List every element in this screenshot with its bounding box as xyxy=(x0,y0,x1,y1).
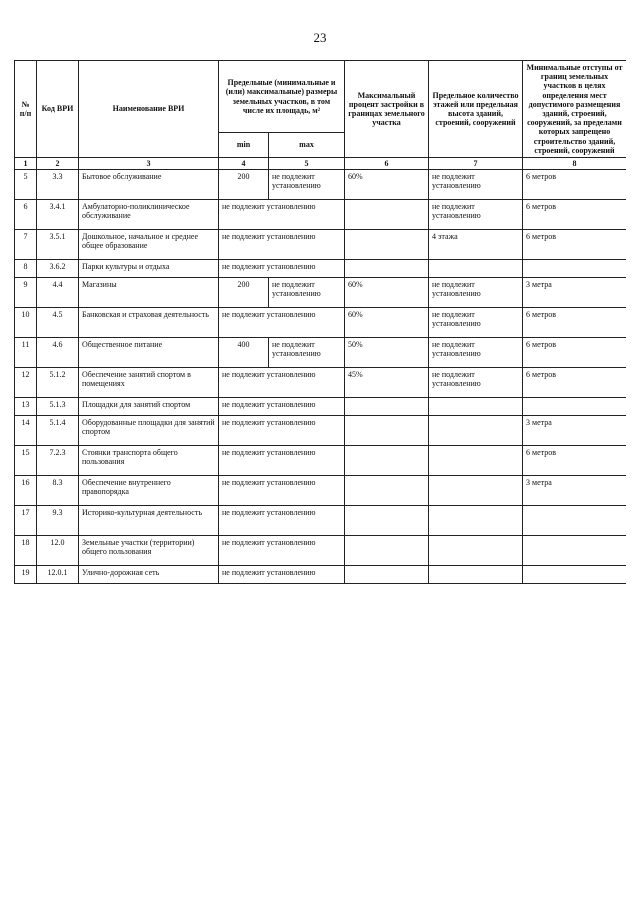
row-percent xyxy=(345,200,429,230)
row-floors: не подлежит установлению xyxy=(429,338,523,368)
row-setback: 6 метров xyxy=(523,338,627,368)
row-floors: не подлежит установлению xyxy=(429,308,523,338)
row-floors xyxy=(429,446,523,476)
row-num: 16 xyxy=(15,476,37,506)
row-setback xyxy=(523,506,627,536)
row-code: 3.4.1 xyxy=(37,200,79,230)
row-floors xyxy=(429,566,523,584)
table-row xyxy=(15,446,627,476)
header-setback: Минимальные отступы от границ земельных участков в целях определения мест допустимого размещения зданий, строений, сооружений, за пределами которых запрещено строительство зданий, строений, сооружений xyxy=(523,61,627,158)
row-floors xyxy=(429,506,523,536)
row-percent xyxy=(345,476,429,506)
row-name: Обеспечение занятий спортом в помещениях xyxy=(79,368,219,398)
row-num: 18 xyxy=(15,536,37,566)
header-percent: Максимальный процент застройки в границах земельного участка xyxy=(345,61,429,158)
row-num: 11 xyxy=(15,338,37,368)
row-name: Амбулаторно-поликлиническое обслуживание xyxy=(79,200,219,230)
col-number: 2 xyxy=(37,157,79,169)
column-number-row xyxy=(15,157,627,169)
row-num: 7 xyxy=(15,230,37,260)
row-name: Общественное питание xyxy=(79,338,219,368)
row-code: 4.5 xyxy=(37,308,79,338)
row-name: Площадки для занятий спортом xyxy=(79,398,219,416)
row-percent xyxy=(345,506,429,536)
row-floors xyxy=(429,260,523,278)
row-name: Земельные участки (территории) общего пользования xyxy=(79,536,219,566)
col-number: 6 xyxy=(345,157,429,169)
row-min: 200 xyxy=(219,170,269,200)
row-size-span: не подлежит установлению xyxy=(219,506,345,536)
table-row xyxy=(15,476,627,506)
row-percent: 60% xyxy=(345,308,429,338)
row-percent xyxy=(345,566,429,584)
row-percent: 50% xyxy=(345,338,429,368)
row-name: Дошкольное, начальное и среднее общее образование xyxy=(79,230,219,260)
row-floors xyxy=(429,536,523,566)
col-number: 1 xyxy=(15,157,37,169)
row-size-span: не подлежит установлению xyxy=(219,368,345,398)
row-setback xyxy=(523,566,627,584)
table-row xyxy=(15,230,627,260)
row-num: 5 xyxy=(15,170,37,200)
header-min: min xyxy=(219,133,269,158)
row-setback: 6 метров xyxy=(523,446,627,476)
row-setback: 3 метра xyxy=(523,476,627,506)
row-num: 17 xyxy=(15,506,37,536)
table-row xyxy=(15,200,627,230)
row-setback: 3 метра xyxy=(523,278,627,308)
col-number: 3 xyxy=(79,157,219,169)
table-row xyxy=(15,506,627,536)
row-percent xyxy=(345,398,429,416)
row-name: Магазины xyxy=(79,278,219,308)
row-size-span: не подлежит установлению xyxy=(219,398,345,416)
row-floors xyxy=(429,476,523,506)
table-row xyxy=(15,536,627,566)
header-name: Наименование ВРИ xyxy=(79,61,219,158)
row-size-span: не подлежит установлению xyxy=(219,308,345,338)
row-floors: 4 этажа xyxy=(429,230,523,260)
row-num: 19 xyxy=(15,566,37,584)
table-row xyxy=(15,566,627,584)
row-num: 13 xyxy=(15,398,37,416)
row-size-span: не подлежит установлению xyxy=(219,200,345,230)
header-floors: Предельное количество этажей или предельная высота зданий, строений, сооружений xyxy=(429,61,523,158)
row-floors xyxy=(429,416,523,446)
header-max: max xyxy=(269,133,345,158)
row-min: 400 xyxy=(219,338,269,368)
row-code: 3.5.1 xyxy=(37,230,79,260)
row-name: Историко-культурная деятельность xyxy=(79,506,219,536)
row-setback: 6 метров xyxy=(523,368,627,398)
regulations-table xyxy=(14,60,626,584)
row-num: 15 xyxy=(15,446,37,476)
row-code: 9.3 xyxy=(37,506,79,536)
header-size-group: Предельные (минимальные и (или) максимальные) размеры земельных участков, в том числе их площадь, м² xyxy=(219,61,345,133)
row-setback xyxy=(523,536,627,566)
row-floors: не подлежит установлению xyxy=(429,278,523,308)
header-num: № п/п xyxy=(15,61,37,158)
row-name: Парки культуры и отдыха xyxy=(79,260,219,278)
row-setback: 6 метров xyxy=(523,170,627,200)
row-code: 5.1.2 xyxy=(37,368,79,398)
row-min: 200 xyxy=(219,278,269,308)
page-number: 23 xyxy=(313,30,327,45)
row-num: 9 xyxy=(15,278,37,308)
header-code: Код ВРИ xyxy=(37,61,79,158)
row-max: не подлежит установлению xyxy=(269,278,345,308)
row-num: 6 xyxy=(15,200,37,230)
row-name: Стоянки транспорта общего пользования xyxy=(79,446,219,476)
row-percent xyxy=(345,536,429,566)
row-code: 4.4 xyxy=(37,278,79,308)
row-floors xyxy=(429,398,523,416)
row-percent xyxy=(345,260,429,278)
row-floors: не подлежит установлению xyxy=(429,368,523,398)
row-code: 4.6 xyxy=(37,338,79,368)
row-percent: 60% xyxy=(345,170,429,200)
row-size-span: не подлежит установлению xyxy=(219,536,345,566)
row-code: 12.0.1 xyxy=(37,566,79,584)
row-size-span: не подлежит установлению xyxy=(219,476,345,506)
row-setback xyxy=(523,260,627,278)
col-number: 8 xyxy=(523,157,627,169)
table-row xyxy=(15,278,627,308)
row-num: 12 xyxy=(15,368,37,398)
row-max: не подлежит установлению xyxy=(269,170,345,200)
row-code: 3.3 xyxy=(37,170,79,200)
row-code: 8.3 xyxy=(37,476,79,506)
row-floors: не подлежит установлению xyxy=(429,170,523,200)
row-size-span: не подлежит установлению xyxy=(219,566,345,584)
row-name: Бытовое обслуживание xyxy=(79,170,219,200)
table-row xyxy=(15,416,627,446)
row-setback: 3 метра xyxy=(523,416,627,446)
row-name: Банковская и страховая деятельность xyxy=(79,308,219,338)
row-num: 14 xyxy=(15,416,37,446)
row-num: 8 xyxy=(15,260,37,278)
row-size-span: не подлежит установлению xyxy=(219,446,345,476)
row-code: 3.6.2 xyxy=(37,260,79,278)
col-number: 5 xyxy=(269,157,345,169)
table-row xyxy=(15,398,627,416)
table-row xyxy=(15,260,627,278)
row-name: Улично-дорожная сеть xyxy=(79,566,219,584)
row-code: 7.2.3 xyxy=(37,446,79,476)
row-size-span: не подлежит установлению xyxy=(219,230,345,260)
row-setback: 6 метров xyxy=(523,308,627,338)
row-code: 5.1.4 xyxy=(37,416,79,446)
col-number: 4 xyxy=(219,157,269,169)
row-code: 5.1.3 xyxy=(37,398,79,416)
table-row xyxy=(15,338,627,368)
row-percent: 60% xyxy=(345,278,429,308)
row-percent: 45% xyxy=(345,368,429,398)
table-row xyxy=(15,308,627,338)
row-percent xyxy=(345,230,429,260)
row-percent xyxy=(345,416,429,446)
row-setback xyxy=(523,398,627,416)
row-name: Обеспечение внутреннего правопорядка xyxy=(79,476,219,506)
regulations-table-container xyxy=(14,60,626,890)
row-code: 12.0 xyxy=(37,536,79,566)
table-row xyxy=(15,170,627,200)
row-floors: не подлежит установлению xyxy=(429,200,523,230)
row-max: не подлежит установлению xyxy=(269,338,345,368)
row-name: Оборудованные площадки для занятий спортом xyxy=(79,416,219,446)
row-num: 10 xyxy=(15,308,37,338)
row-size-span: не подлежит установлению xyxy=(219,416,345,446)
table-row xyxy=(15,368,627,398)
row-percent xyxy=(345,446,429,476)
row-setback: 6 метров xyxy=(523,200,627,230)
row-size-span: не подлежит установлению xyxy=(219,260,345,278)
row-setback: 6 метров xyxy=(523,230,627,260)
col-number: 7 xyxy=(429,157,523,169)
